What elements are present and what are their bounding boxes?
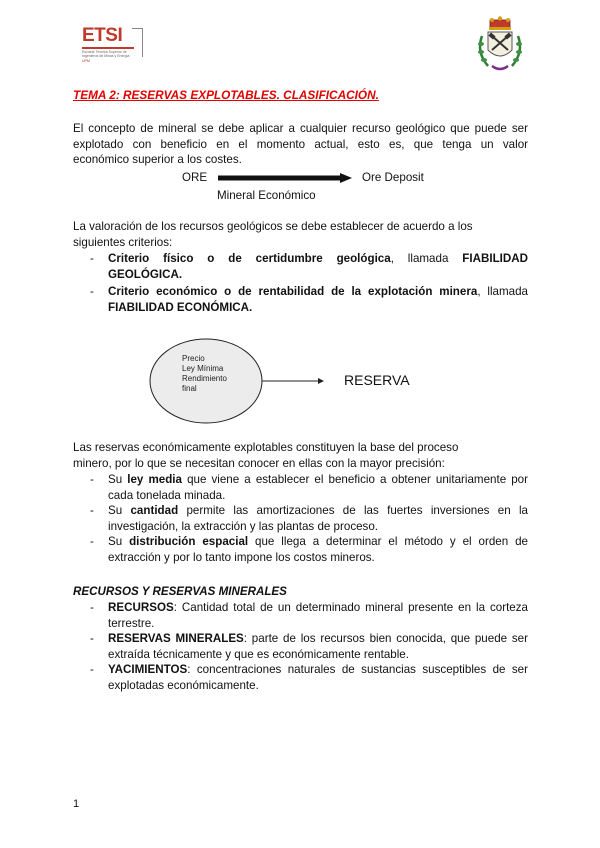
reserva-bold: ley media	[127, 473, 182, 486]
etsi-logo-subtext: Escuela Técnica Superior de Ingenieros de Minas y Energía	[82, 50, 130, 58]
reservas-paragraph	[73, 440, 528, 471]
page-number: 1	[73, 798, 80, 810]
reserva-pre: Su	[108, 535, 130, 548]
etsi-logo	[82, 26, 144, 70]
reserva-pre: Su	[108, 473, 128, 486]
criterio-item	[73, 284, 528, 315]
criterio-text: , llamada	[390, 252, 463, 265]
criterio-text: , llamada	[477, 285, 528, 298]
recurso-bold: YACIMIENTOS	[108, 663, 188, 676]
flow-right-label: Ore Deposit	[362, 171, 424, 184]
intro-line: El concepto de mineral se debe aplicar a cualquier recurso geológico que puede ser	[73, 122, 528, 135]
recurso-bold: RECURSOS	[108, 601, 174, 614]
diagram-item: Rendimiento	[182, 374, 227, 383]
dash-marker: -	[90, 504, 94, 517]
dash-marker: -	[90, 473, 94, 486]
flow-arrow-icon	[218, 172, 352, 188]
etsi-logo-text: ETSI	[82, 25, 123, 46]
recurso-item	[73, 662, 528, 693]
intro-line: económico superior a los costes.	[73, 153, 242, 166]
recurso-bold: RESERVAS MINERALES	[108, 632, 244, 645]
criterio-bold2: FIABILIDAD ECONÓMICA.	[108, 300, 253, 314]
crest-icon	[472, 16, 528, 76]
dash-marker: -	[90, 535, 94, 548]
page-title: TEMA 2: RESERVAS EXPLOTABLES. CLASIFICACIÓN.	[73, 88, 379, 102]
etsi-logo-bar	[82, 47, 134, 49]
criterios-list	[73, 251, 528, 315]
dash-marker: -	[90, 663, 94, 676]
reserva-text: que llega a determinar el método y el orden de extracción y por lo tanto impone los costos mineros.	[108, 535, 529, 564]
diagram-target-label: RESERVA	[344, 372, 410, 388]
reserva-item	[73, 472, 528, 503]
flow-below-label: Mineral Económico	[217, 189, 316, 202]
reserva-text: permite las amortizaciones de las fuertes inversiones en la investigación, la extracción y las plantas de proceso.	[108, 504, 528, 533]
intro-line: explotado con beneficio en el momento actual, esto es, que tenga un valor	[73, 137, 528, 151]
reservas-list	[73, 472, 528, 565]
valoracion-line: siguientes criterios:	[73, 235, 173, 249]
reserva-bold: cantidad	[130, 504, 179, 517]
etsi-logo-small: UPM	[82, 59, 90, 63]
flow-left-label: ORE	[182, 171, 208, 184]
criterio-bold: Criterio económico o de rentabilidad de la explotación minera	[108, 285, 478, 298]
valoracion-paragraph	[73, 219, 528, 250]
dash-marker: -	[90, 285, 94, 298]
dash-marker: -	[90, 601, 94, 614]
diagram-item: Precio	[182, 354, 205, 363]
reserva-item	[73, 534, 528, 565]
recurso-text: : Cantidad total de un determinado mineral presente en la corteza terrestre.	[108, 601, 528, 630]
dash-marker: -	[90, 252, 94, 265]
criterio-bold2: FIABILIDAD GEOLÓGICA.	[108, 252, 528, 281]
recurso-item	[73, 600, 528, 631]
diagram-items	[182, 354, 227, 394]
dash-marker: -	[90, 632, 94, 645]
diagram-item: final	[182, 384, 197, 393]
intro-paragraph	[73, 121, 528, 168]
criterio-item	[73, 251, 528, 282]
reserva-pre: Su	[108, 504, 131, 517]
reserva-item	[73, 503, 528, 534]
criterio-bold: Criterio físico o de certidumbre geológica	[108, 252, 391, 265]
reservas-line: Las reservas económicamente explotables constituyen la base del proceso	[73, 441, 459, 454]
reserva-bold: distribución espacial	[129, 535, 249, 548]
recurso-text: : concentraciones naturales de sustancias susceptibles de ser explotadas económicamente.	[108, 663, 528, 692]
recursos-list	[73, 600, 528, 693]
valoracion-line: La valoración de los recursos geológicos se debe establecer de acuerdo a los	[73, 220, 473, 233]
reserva-diagram	[148, 336, 324, 426]
section-heading: RECURSOS Y RESERVAS MINERALES	[73, 585, 287, 598]
reservas-line: minero, por lo que se necesitan conocer en ellas con la mayor precisión:	[73, 456, 445, 470]
diagram-item: Ley Mínima	[182, 364, 224, 373]
etsi-logo-corner	[132, 28, 143, 57]
recurso-item	[73, 631, 528, 662]
reserva-text: que viene a establecer el beneficio a obtener unitariamente por cada tonelada minada.	[108, 473, 528, 502]
recurso-text: : parte de los recursos bien conocida, que puede ser extraída técnicamente y que es económicamente rentable.	[108, 632, 528, 661]
